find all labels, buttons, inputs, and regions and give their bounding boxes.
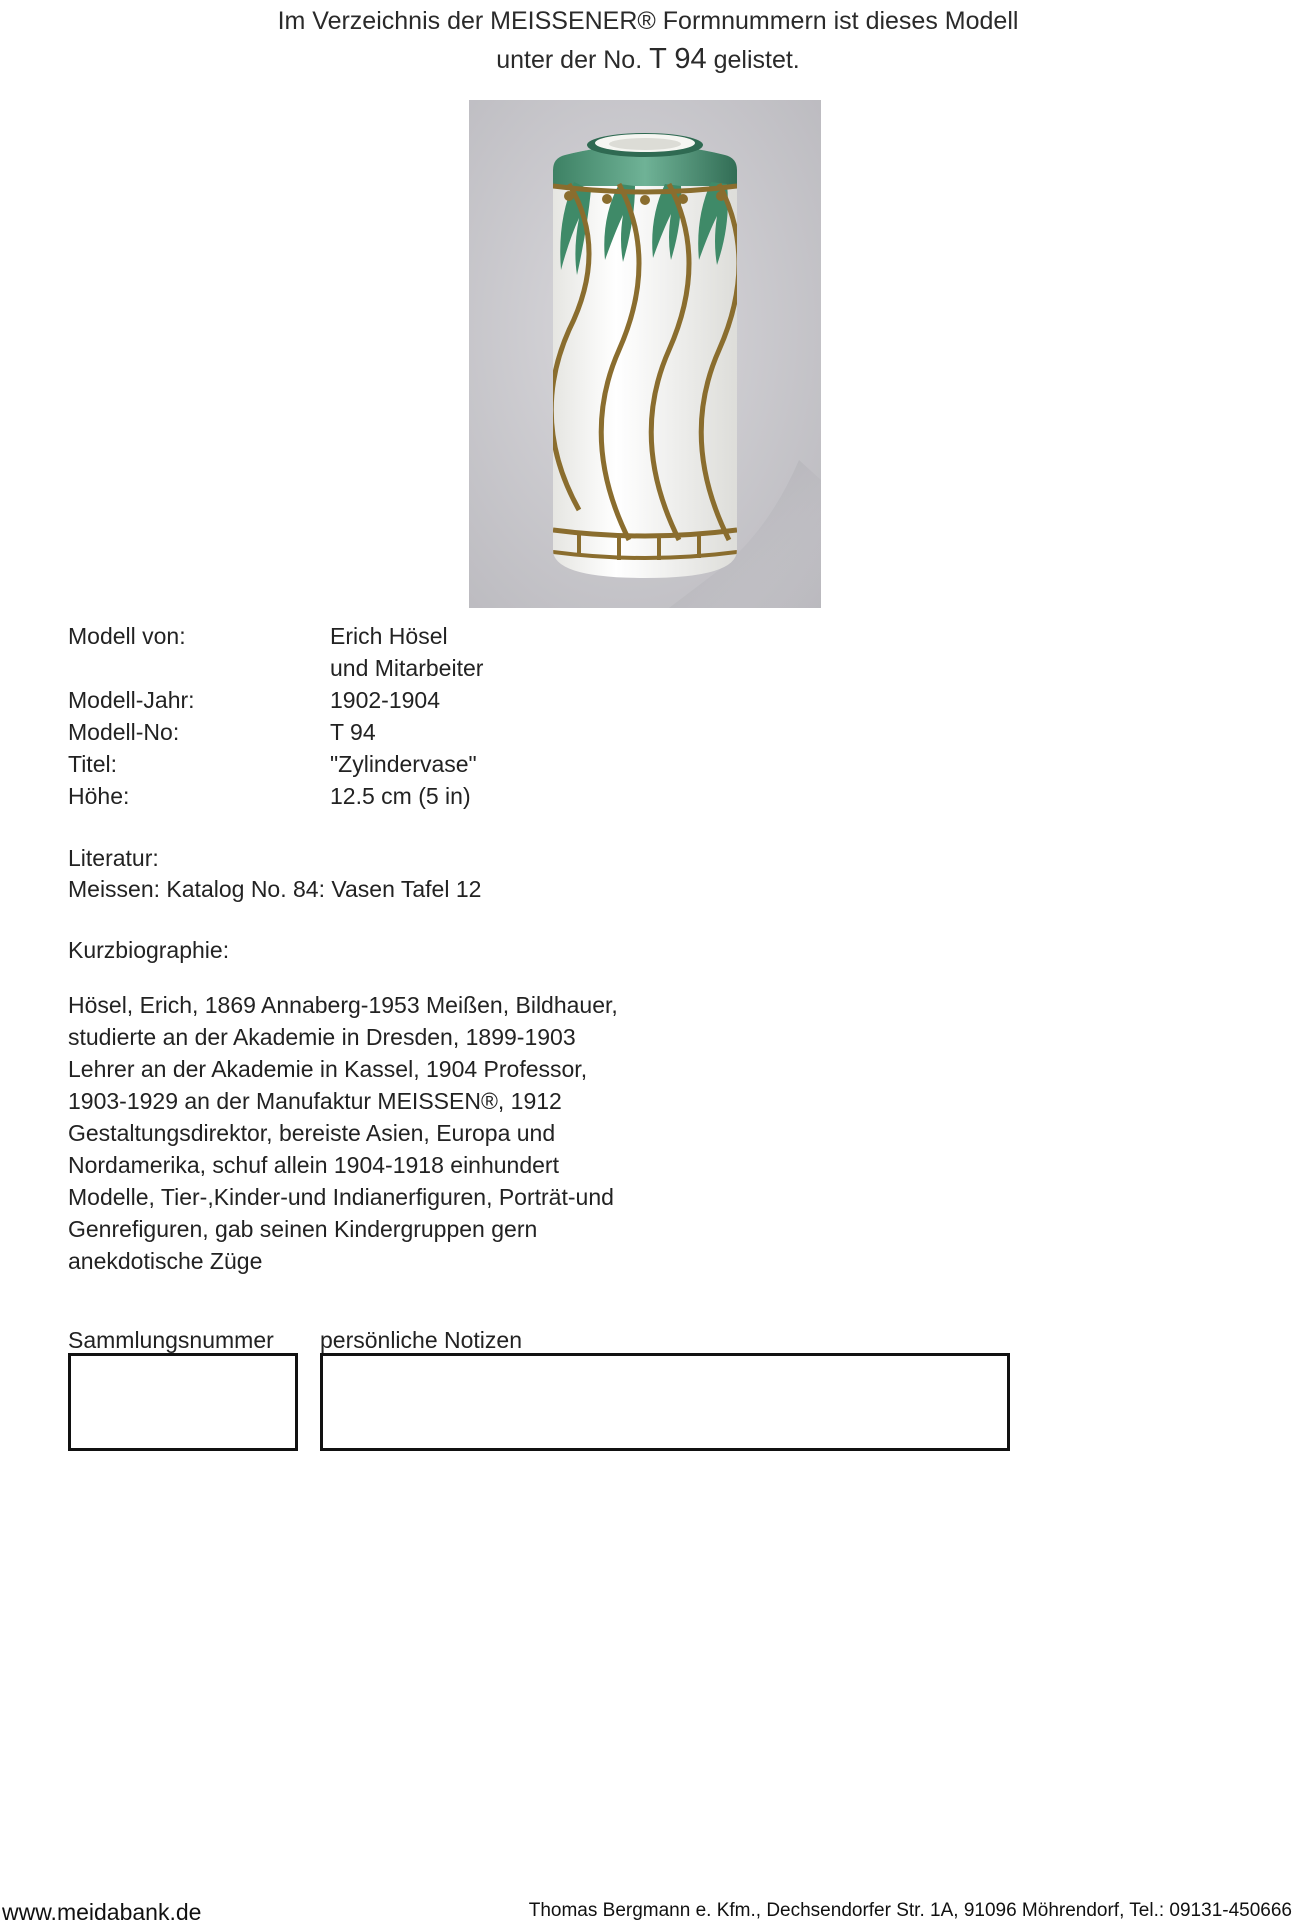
- header-suffix: gelistet.: [713, 46, 800, 74]
- collection-number-label: Sammlungsnummer: [68, 1327, 274, 1353]
- detail-label: Modell-Jahr:: [68, 687, 195, 713]
- model-details: [68, 620, 483, 812]
- biography-line: Genrefiguren, gab seinen Kindergruppen gern: [68, 1216, 538, 1242]
- detail-value: "Zylindervase": [330, 751, 477, 777]
- literature-heading: Literatur:: [68, 845, 159, 871]
- biography-line: anekdotische Züge: [68, 1248, 263, 1274]
- detail-label: Höhe:: [68, 783, 130, 809]
- biography-heading: Kurzbiographie:: [68, 937, 230, 963]
- header-model-number: T 94: [649, 43, 707, 75]
- biography-line: Modelle, Tier-,Kinder-und Indianerfiguren, Porträt-und: [68, 1184, 614, 1210]
- header-line-1: Im Verzeichnis der MEISSENER® Formnummern ist dieses Modell: [277, 7, 1019, 35]
- detail-row-model-no: [68, 716, 483, 748]
- detail-label: Modell-No:: [68, 719, 180, 745]
- page-header: [0, 2, 1296, 79]
- biography-line: Gestaltungsdirektor, bereiste Asien, Europa und: [68, 1120, 556, 1146]
- detail-value: 12.5 cm (5 in): [330, 783, 471, 809]
- detail-value: T 94: [330, 719, 376, 745]
- footer-address: Thomas Bergmann e. Kfm., Dechsendorfer Str. 1A, 91096 Möhrendorf, Tel.: 09131-450666: [528, 1900, 1292, 1921]
- biography-line: 1903-1929 an der Manufaktur MEISSEN®, 1912: [68, 1088, 562, 1114]
- biography-line: Lehrer an der Akademie in Kassel, 1904 Professor,: [68, 1056, 588, 1082]
- biography-line: studierte an der Akademie in Dresden, 1899-1903: [68, 1024, 576, 1050]
- biography-line: Nordamerika, schuf allein 1904-1918 einhundert: [68, 1152, 559, 1178]
- biography-text: [68, 989, 668, 1277]
- header-prefix: unter der No.: [496, 46, 643, 74]
- detail-value: Erich Hösel und Mitarbeiter: [330, 623, 484, 681]
- detail-row-height: [68, 780, 483, 812]
- detail-value: 1902-1904: [330, 687, 440, 713]
- detail-label: Modell von:: [68, 623, 186, 649]
- literature-text: Meissen: Katalog No. 84: Vasen Tafel 12: [68, 876, 482, 902]
- vase-image: [469, 100, 821, 608]
- footer-website-link[interactable]: www.meidabank.de: [2, 1899, 202, 1925]
- detail-label: Titel:: [68, 751, 117, 777]
- biography-line: Hösel, Erich, 1869 Annaberg-1953 Meißen, Bildhauer,: [68, 992, 618, 1018]
- detail-row-designer: [68, 620, 483, 684]
- personal-notes-field[interactable]: [320, 1353, 1010, 1451]
- detail-row-title: [68, 748, 483, 780]
- collection-number-field[interactable]: [68, 1353, 298, 1451]
- detail-row-year: [68, 684, 483, 716]
- personal-notes-label: persönliche Notizen: [320, 1327, 523, 1353]
- header-line-2: [0, 40, 1296, 79]
- vase-photo: [469, 100, 821, 608]
